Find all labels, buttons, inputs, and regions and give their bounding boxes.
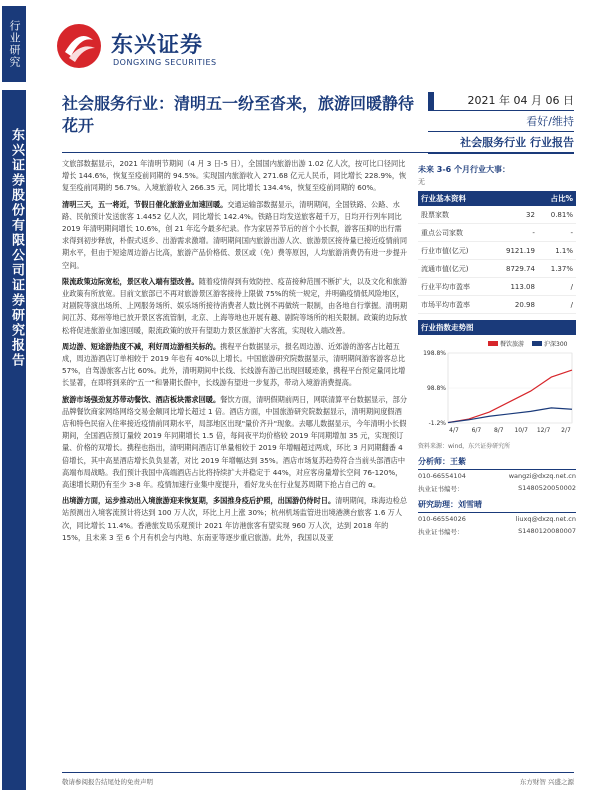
analyst-heading: 分析师：王紫 (418, 456, 576, 470)
table-row (418, 206, 576, 224)
paragraph-4 (62, 341, 408, 390)
x-tick-label: 4/7 (449, 427, 459, 434)
paragraph-3 (62, 276, 408, 337)
table-header-pct: 占比% (538, 191, 576, 206)
chart-source: 资料来源：wind，东兴证券研究所 (418, 443, 511, 450)
analyst-license-number: S1480520050002 (518, 484, 576, 492)
row-value: 8729.74 (491, 260, 538, 278)
row-pct: 1.1% (538, 242, 576, 260)
analyst-phone: 010-66554104 (418, 472, 466, 480)
paragraph-2-text: 交通运输部数据显示，清明期间，全国铁路、公路、水路、民航预计发送旅客 1.4452 亿人次，同比增长 142.4%。铁路日均发送旅客超千万，日均开行列车同比 2019 年清明期间增长 10.6%，创 21 年迄今最多纪录。作为家居养节后的首个小长假，游客压抑的出行需求得到初步释放，朴假式返乡、出游需求激增。清明期间国内旅游出游人次、旅游景区接待量已接近疫情前同期水平，但由于短途周边游占比高，旅游产品价格低、景区或（免）费等原因，人均旅游消费仍有进一步提升空间。 (62, 199, 408, 270)
x-tick-label: 12/7 (536, 427, 551, 434)
footer-disclaimer: 敬请参阅报告结尾处的免责声明 (62, 778, 153, 786)
analyst-box (418, 456, 576, 538)
paragraph-5 (62, 394, 408, 492)
analyst-contact (418, 470, 576, 482)
logo-mark-icon (55, 22, 103, 70)
paragraph-3-lead: 限流政策边际宽松，景区收入端有望改善。 (62, 276, 199, 286)
report-type: 社会服务行业 行业报告 (428, 132, 574, 154)
logo-text-cn: 东兴证券 (111, 33, 204, 58)
researcher-email[interactable]: liuxq@dxzq.net.cn (515, 515, 576, 523)
table-row (418, 278, 576, 296)
rating: 看好/维持 (428, 111, 574, 132)
row-label: 行业平均市盈率 (418, 278, 491, 296)
row-pct: / (538, 296, 576, 314)
researcher-contact (418, 513, 576, 525)
index-trend-chart (418, 339, 576, 439)
right-sidebar (418, 164, 576, 538)
researcher-heading: 研究助理：刘雪晴 (418, 499, 576, 513)
row-pct: 1.37% (538, 260, 576, 278)
analyst-license (418, 482, 576, 495)
row-value: 32 (491, 206, 538, 224)
side-org-name: 东兴证券股份有限公司证券研究报告 (9, 128, 24, 368)
report-category-tag: 行业研究 (2, 6, 26, 82)
x-tick-label: 2/7 (561, 427, 571, 434)
paragraph-6 (62, 495, 408, 544)
table-row (418, 224, 576, 242)
row-label: 重点公司家数 (418, 224, 491, 242)
legend-label: 餐饮旅游 (500, 341, 525, 348)
legend-label: 沪深300 (544, 341, 568, 348)
researcher-license (418, 525, 576, 538)
row-pct: / (538, 278, 576, 296)
paragraph-4-text: 携程平台数据显示，报名周边游、近郊游的游客占比超五成，周边游酒店订单相较于 2019 年也有 40%以上增长。中国旅游研究院数据显示，清明期间游客游客总比 57%，自驾游旅客占比 60%。此外，清明期间中长线、长线游有游己出现回暖迹象，携程平台预定量同比增长显著，在即将到来的"五一"和暑期长假中，长线游有望进一步复苏，带动入境游消费提高。 (62, 341, 406, 388)
row-label: 行业市值(亿元) (418, 242, 491, 260)
row-pct: - (538, 224, 576, 242)
table-header-name: 行业基本资料 (418, 191, 538, 206)
footer-divider (62, 772, 574, 773)
trend-chart-svg (418, 339, 576, 439)
x-tick-label: 8/7 (493, 427, 504, 434)
paragraph-6-text: 清明期间，珠海边检总站预测出入境客流预计将达到 100 万人次，环比上月上涨 30%；杭州机场监管进出境港澳台旅客 1.6 万人次，同比增长 11.4%。香港旅发局乐观预计 2021 年访港旅客有望实现 960 万人次，达到 2018 年的 15%，且未来 3 至 6 个月有机会与内地、东南亚等逐步重启旅游。此外，我国以及亚 (62, 496, 408, 542)
row-pct: 0.81% (538, 206, 576, 224)
body-text (62, 158, 408, 548)
researcher-license-label: 执业证书编号： (418, 528, 464, 536)
paragraph-2-lead: 清明三天，五一将近，节假日催化旅游业加速回暖。 (62, 199, 228, 209)
legend-swatch (532, 341, 542, 346)
paragraph-3-text: 随着疫情得到有效防控、疫苗接种范围不断扩大，以及文化和旅游业政策有所放宽。目前文旅部已不再对旅游景区游客接待上限做 75%的统一规定，并明确疫情低风险地区，对剧院等演出场所、上网服务场所、娱乐场所接待消费者人数比例不再做统一限制，由各地自行掌握。清明期间江苏、郑州等地已放开景区客流管制，北京、上海等地也开展有趣、剧院等场所的相关限制。政策的边际放松将促进旅游业加速回暖，限流政策的放开有望助力景区旅游扩大客流，实现收入端改善。 (62, 276, 408, 335)
row-label: 市场平均市盈率 (418, 296, 491, 314)
row-value: 113.08 (491, 278, 538, 296)
report-date: 2021 年 04 月 06 日 (428, 92, 574, 111)
table-row (418, 242, 576, 260)
paragraph-2 (62, 199, 408, 272)
report-info-box (428, 92, 574, 154)
row-value: 20.98 (491, 296, 538, 314)
row-value: 9121.19 (491, 242, 538, 260)
analyst-license-label: 执业证书编号： (418, 485, 464, 493)
y-tick-label: 98.8% (426, 385, 446, 392)
paragraph-5-text: 餐饮方面，清明假期前两日，网联清算平台数据显示，部分品牌餐饮商家网络网络交易金额同比增长超过 1 倍。酒店方面，中国旅游研究院数据显示，清明期间度假酒店和特色民宿入住率接近疫情前同期水平，局部地区出现"量价齐升"现象。去哪儿数据显示，今年清明小长假期间，全国酒店预订量较 2019 年同期增长 1.5 倍，每间夜平均价格较 2019 年同期增加 35 元，实现预订量、价格的双增长。携程也指出，清明期间酒店订单量相较于 2019 年增幅超过两成，环比 3 月同期翻番 4 倍增长，其中高星酒店增长负负显著，对比 2019 年增幅达到 35%。酒店市场复苏趋势符合当前头部酒店中高端布局战略。我们预计我国中高端酒店占比将持续扩大并稳定于 44%，对应客房量增长空间 76-120%，高速增长期仍有至少 3-8 年。疫情加速行业集中度提升，看好龙头在行业复苏周期下抢占自己的 α。 (62, 394, 408, 490)
row-label: 股票家数 (418, 206, 491, 224)
paragraph-6-lead: 出境游方面，运步推动出入境旅游迎来恢复期，多国推身疫后护照，出国游仍待时日。 (62, 496, 336, 506)
report-title: 社会服务行业：清明五一纷至沓来，旅游回暖静待花开 (62, 94, 415, 135)
outlook-heading: 未来 3-6 个月行业大事： (418, 165, 511, 174)
series-line (448, 370, 572, 423)
table-row (418, 296, 576, 314)
paragraph-5-lead: 旅游市场强劲复苏带动餐饮、酒店板块需求回暖。 (62, 394, 221, 404)
researcher-phone: 010-66554026 (418, 515, 466, 523)
logo-text-en: DONGXING SECURITIES (113, 58, 217, 67)
company-logo (55, 22, 245, 82)
researcher-license-number: S1480120080007 (518, 527, 576, 535)
legend-swatch (488, 341, 498, 346)
header-divider (62, 152, 574, 153)
paragraph-1: 文旅部数据显示，2021 年清明节期间（4 月 3 日-5 日），全国国内旅游出游 1.02 亿人次，按可比口径同比增长 144.6%，恢复至疫前同期的 94.5%。实现国内旅游收入 271.68 亿元人民币，同比增长 228.9%，恢复至疫前同期的 56.7%。入境旅游收入 266.35 元，同比增长 134.4%，恢复至疫前同期的 60%。 (62, 159, 407, 193)
footer-slogan: 东方财智 兴盛之源 (519, 778, 574, 786)
row-label: 流通市值(亿元) (418, 260, 491, 278)
series-line (448, 408, 572, 423)
analyst-email[interactable]: wangzi@dxzq.net.cn (508, 472, 576, 480)
outlook-body: 无 (418, 178, 425, 186)
industry-info-table (418, 191, 576, 314)
paragraph-4-lead: 周边游、短途游热度不减，利好周边游相关标的。 (62, 341, 221, 351)
table-row (418, 260, 576, 278)
x-tick-label: 10/7 (514, 427, 528, 434)
row-value: - (491, 224, 538, 242)
chart-heading: 行业指数走势图 (418, 320, 576, 335)
x-tick-label: 6/7 (471, 427, 482, 434)
y-tick-label: 198.8% (423, 350, 446, 357)
y-tick-label: -1.2% (428, 420, 446, 427)
